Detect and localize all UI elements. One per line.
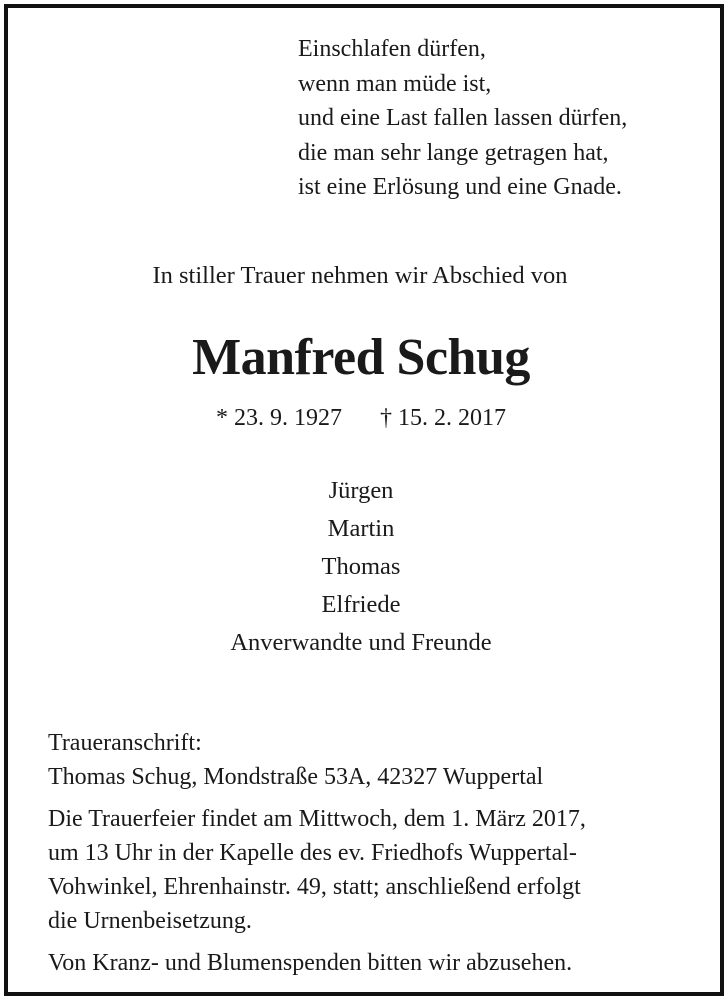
funeral-info: [48, 726, 688, 980]
address-label: Traueranschrift:: [48, 730, 202, 756]
poem-line: die man sehr lange getragen hat,: [298, 139, 609, 166]
mourner-name: Anverwandte und Freunde: [230, 629, 492, 656]
deceased-name: Manfred Schug: [192, 329, 530, 386]
flower-note: Von Kranz- und Blumenspenden bitten wir abzusehen.: [48, 950, 573, 976]
ceremony-line: die Urnenbeisetzung.: [48, 908, 252, 934]
ceremony-line: Die Trauerfeier findet am Mittwoch, dem 1. März 2017,: [48, 806, 586, 832]
mourner-name: Elfriede: [321, 591, 401, 618]
poem-line: wenn man müde ist,: [298, 70, 492, 97]
mourner-name: Thomas: [321, 553, 401, 580]
poem: [298, 32, 627, 205]
death-date: † 15. 2. 2017: [380, 405, 506, 431]
birth-date: * 23. 9. 1927: [216, 405, 342, 431]
poem-line: Einschlafen dürfen,: [298, 36, 486, 62]
poem-line: und eine Last fallen lassen dürfen,: [298, 105, 628, 131]
ceremony-line: Vohwinkel, Ehrenhainstr. 49, statt; anschließend erfolgt: [48, 874, 581, 900]
intro-text: In stiller Trauer nehmen wir Abschied von: [152, 262, 568, 289]
mourner-name: Jürgen: [328, 477, 394, 504]
life-dates: [0, 401, 722, 435]
ceremony-line: um 13 Uhr in der Kapelle des ev. Friedhofs Wuppertal-: [48, 840, 577, 866]
mourning-address: Thomas Schug, Mondstraße 53A, 42327 Wuppertal: [48, 764, 544, 790]
mourners-list: [0, 472, 722, 662]
poem-line: ist eine Erlösung und eine Gnade.: [298, 174, 622, 200]
mourner-name: Martin: [327, 515, 395, 542]
